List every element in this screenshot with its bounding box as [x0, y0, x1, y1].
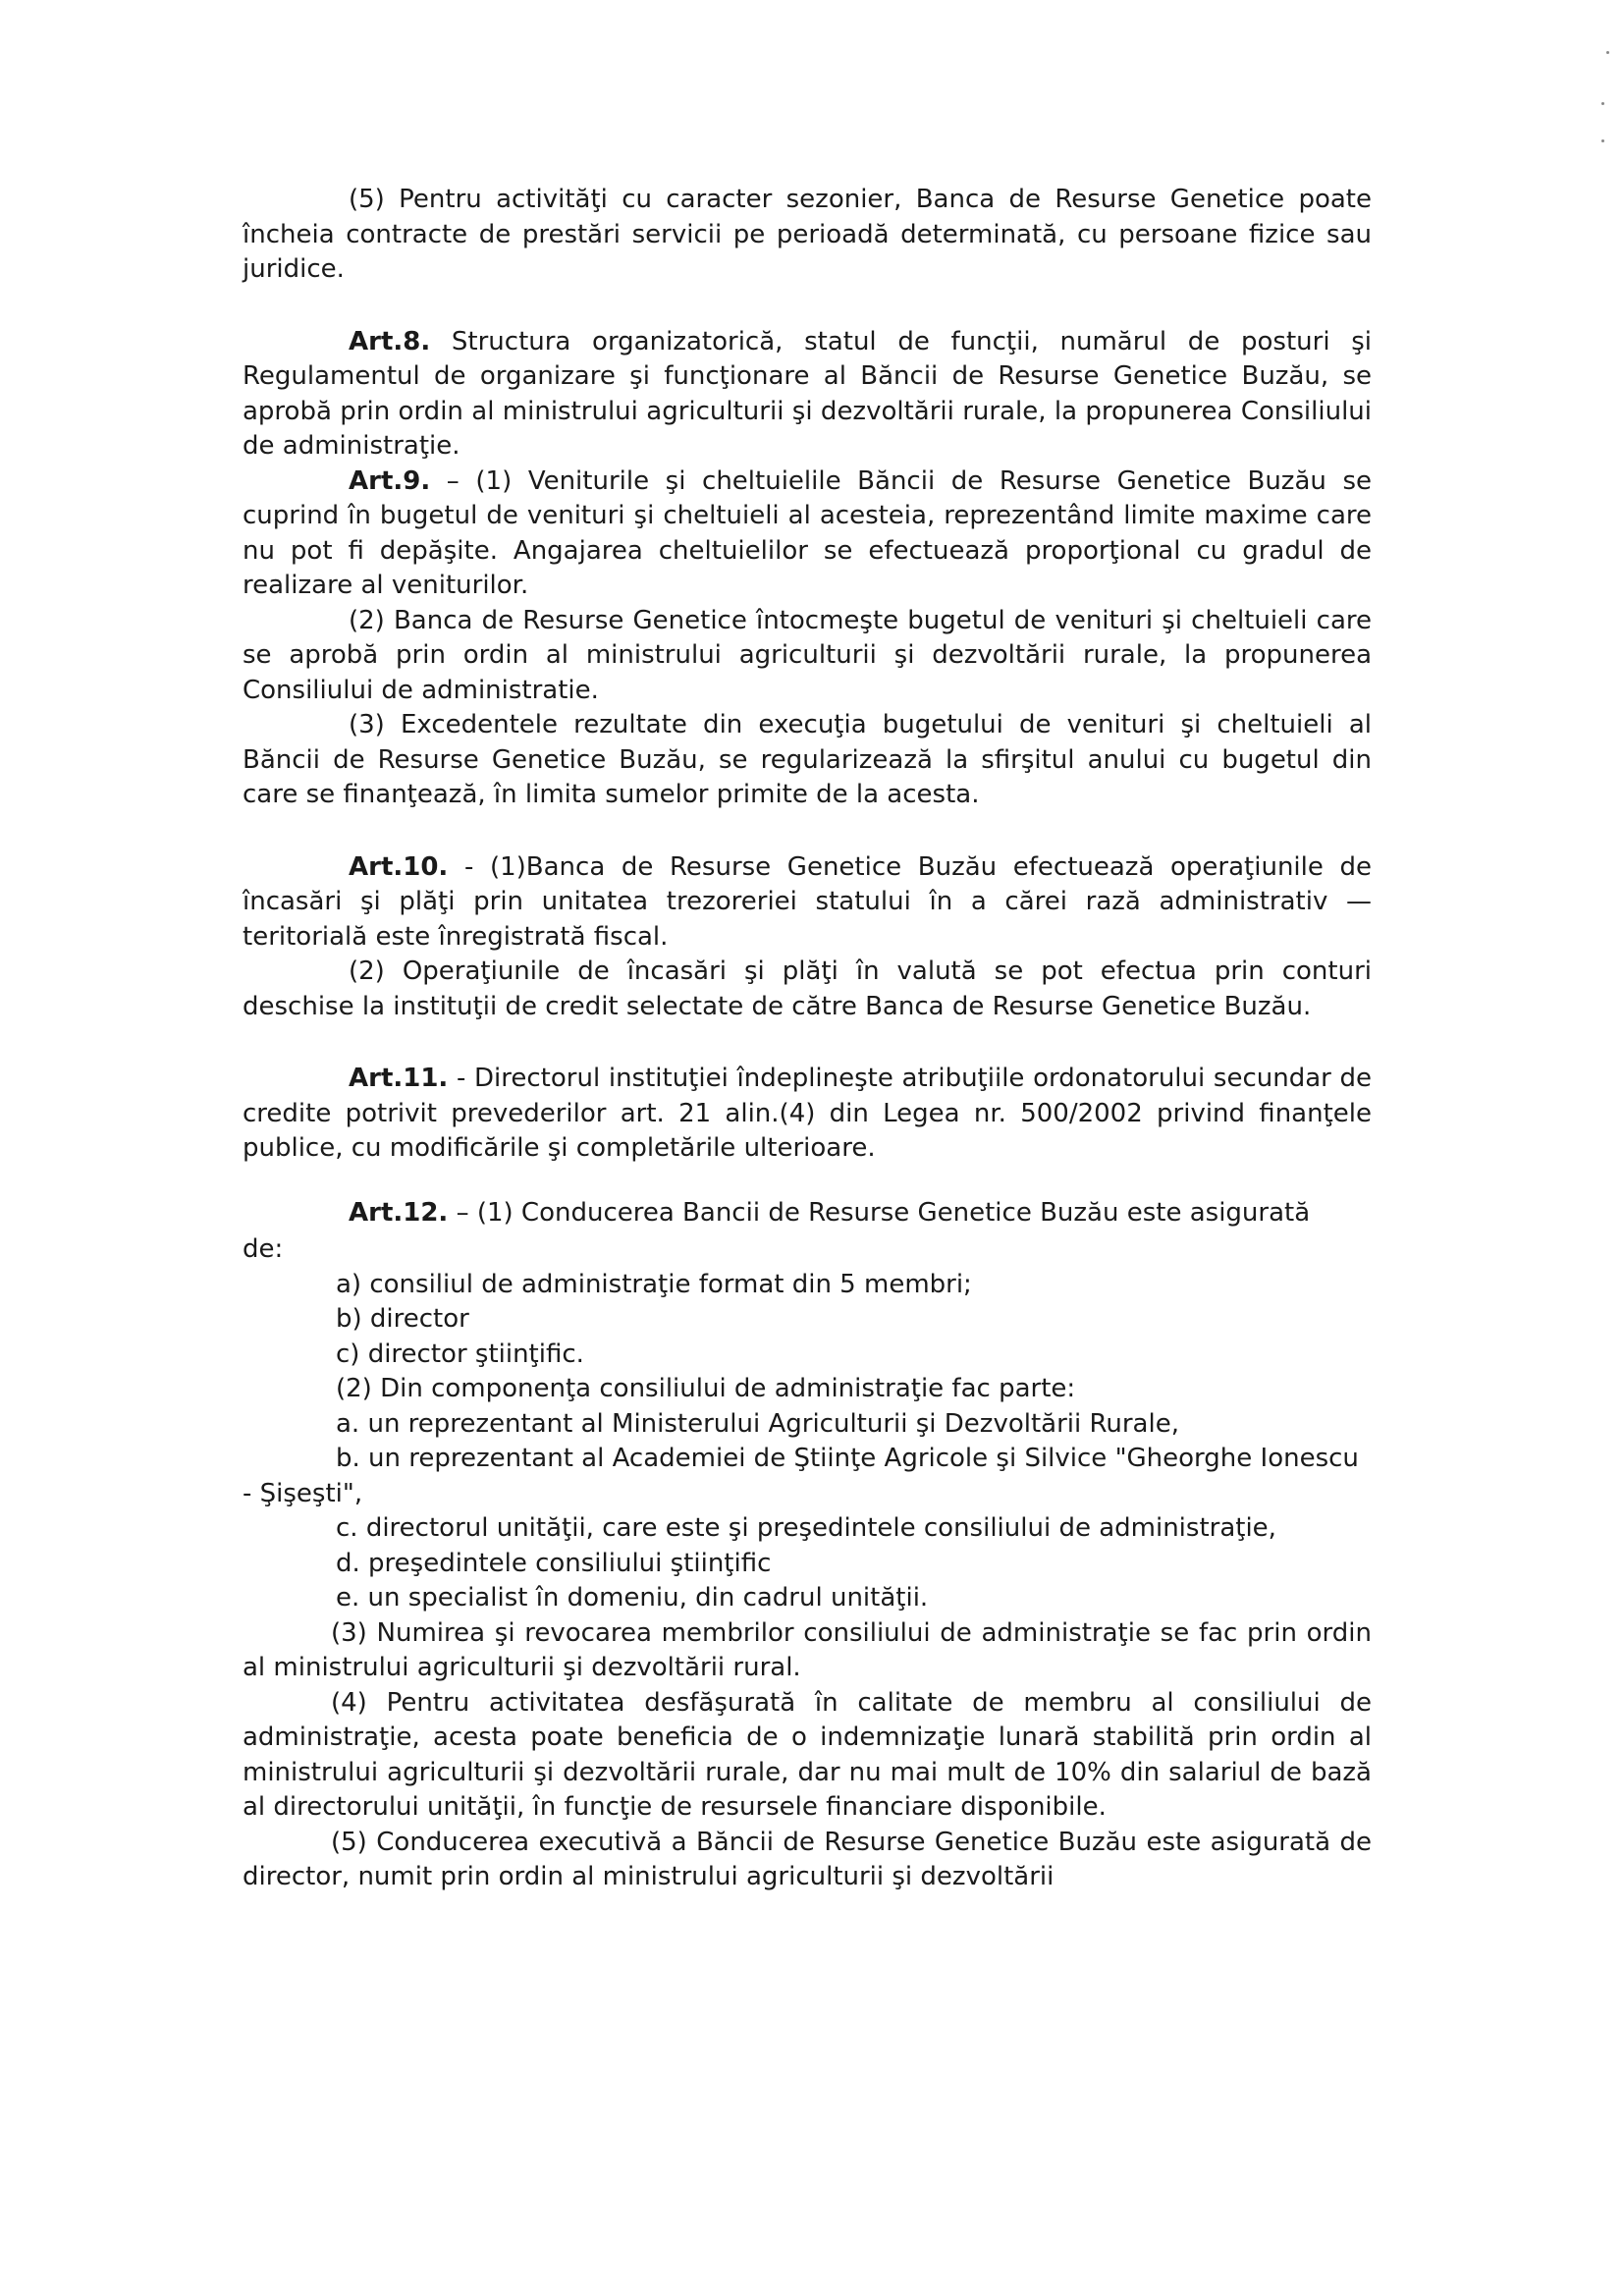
- article-text: – (1) Conducerea Bancii de Resurse Genetice Buzău este asigurată: [448, 1197, 1311, 1228]
- paragraph-art9-2: (2) Banca de Resurse Genetice întocmeşte bugetul de venituri şi cheltuieli care se aprobă prin ordin al ministrului agriculturii şi dezvoltării rurale, la propunerea Consiliului de administratie.: [243, 605, 1372, 705]
- paragraph-art11: [243, 1062, 1372, 1167]
- list-item: c. directorul unităţii, care este şi preşedintele consiliului de administraţie,: [336, 1513, 1276, 1543]
- list-item: c) director ştiinţific.: [336, 1339, 584, 1369]
- scan-mark: [1601, 139, 1604, 142]
- paragraph-art12-4: (4) Pentru activitatea desfăşurată în calitate de membru al consiliului de administraţie, acesta poate beneficia de o indemnizaţie lunară stabilită prin ordin al ministrului agriculturii şi dezvoltării rurale, dar nu mai mult de 10% din salariul de bază al directorului unităţii, în funcţie de resursele financiare disponibile.: [243, 1687, 1372, 1822]
- article-label: Art.12.: [349, 1197, 449, 1228]
- scan-mark: [1606, 51, 1609, 54]
- list-item: b. un reprezentant al Academiei de Ştiinţe Agricole şi Silvice "Gheorghe Ionescu - Şişeşti",: [243, 1444, 1359, 1508]
- article-text: - Directorul instituţiei îndeplineşte atribuţiile ordonatorului secundar de credite potrivit prevederilor art. 21 alin.(4) din Legea nr. 500/2002 privind finanţele publice, cu modificările şi completările ulterioare.: [243, 1064, 1372, 1163]
- paragraph-art9-3: (3) Excedentele rezultate din execuţia bugetului de venituri şi cheltuieli al Băncii de Resurse Genetice Buzău, se regularizează la sfirşitul anului cu bugetul din care se finanţează, în limita sumelor primite de la acesta.: [243, 710, 1372, 809]
- article-label: Art.10.: [349, 851, 449, 882]
- article-text: - (1)Banca de Resurse Genetice Buzău efectuează operaţiunile de încasări şi plăţi prin unitatea trezoreriei statului în a cărei rază administrativ — teritorială este înregistrată fiscal.: [243, 851, 1372, 952]
- article-label: Art.8.: [349, 326, 431, 356]
- list-item: d. preşedintele consiliului ştiinţific: [336, 1548, 772, 1578]
- scan-mark: [1601, 102, 1604, 105]
- paragraph-art12-de: de:: [243, 1234, 284, 1264]
- list-item: e. un specialist în domeniu, din cadrul unităţii.: [336, 1583, 929, 1613]
- list-item: (2) Din componenţa consiliului de administraţie fac parte:: [336, 1374, 1076, 1403]
- paragraph-art12: [243, 1196, 1372, 1231]
- list-item: b) director: [336, 1304, 469, 1334]
- article-text: – (1) Veniturile şi cheltuielile Băncii de Resurse Genetice Buzău se cuprind în bugetul de venituri şi cheltuieli al acesteia, reprezentând limite maxime care nu pot fi depăşite. Angajarea cheltuielilor se efectuează proporţional cu gradul de realizare al veniturilor.: [243, 465, 1372, 600]
- article-text: Structura organizatorică, statul de funcţii, numărul de posturi şi Regulamentul de organizare şi funcţionare al Băncii de Resurse Genetice Buzău, se aprobă prin ordin al ministrului agriculturii şi dezvoltării rurale, la propunerea Consiliului de administraţie.: [243, 326, 1372, 461]
- article-label: Art.11.: [349, 1064, 449, 1093]
- paragraph-art7-5: (5) Pentru activităţi cu caracter sezonier, Banca de Resurse Genetice poate încheia contracte de prestări servicii pe perioadă determinată, cu persoane fizice sau juridice.: [243, 185, 1372, 284]
- paragraph-art12-5: (5) Conducerea executivă a Băncii de Resurse Genetice Buzău este asigurată de director, numit prin ordin al ministrului agriculturii şi dezvoltării: [243, 1827, 1372, 1891]
- document-body: [243, 183, 1372, 1895]
- paragraph-art12-3: (3) Numirea şi revocarea membrilor consiliului de administraţie se fac prin ordin al ministrului agriculturii şi dezvoltării rural.: [243, 1617, 1372, 1682]
- paragraph-art10-2: (2) Operaţiunile de încasări şi plăţi în valută se pot efectua prin conturi deschise la instituţii de credit selectate de către Banca de Resurse Genetice Buzău.: [243, 957, 1372, 1021]
- paragraph-art8: [243, 325, 1372, 465]
- paragraph-art10: [243, 850, 1372, 956]
- list-item: a. un reprezentant al Ministerului Agriculturii şi Dezvoltării Rurale,: [336, 1408, 1179, 1439]
- article-label: Art.9.: [349, 465, 431, 496]
- paragraph-art9: [243, 465, 1372, 604]
- list-item: a) consiliul de administraţie format din 5 membri;: [336, 1269, 972, 1299]
